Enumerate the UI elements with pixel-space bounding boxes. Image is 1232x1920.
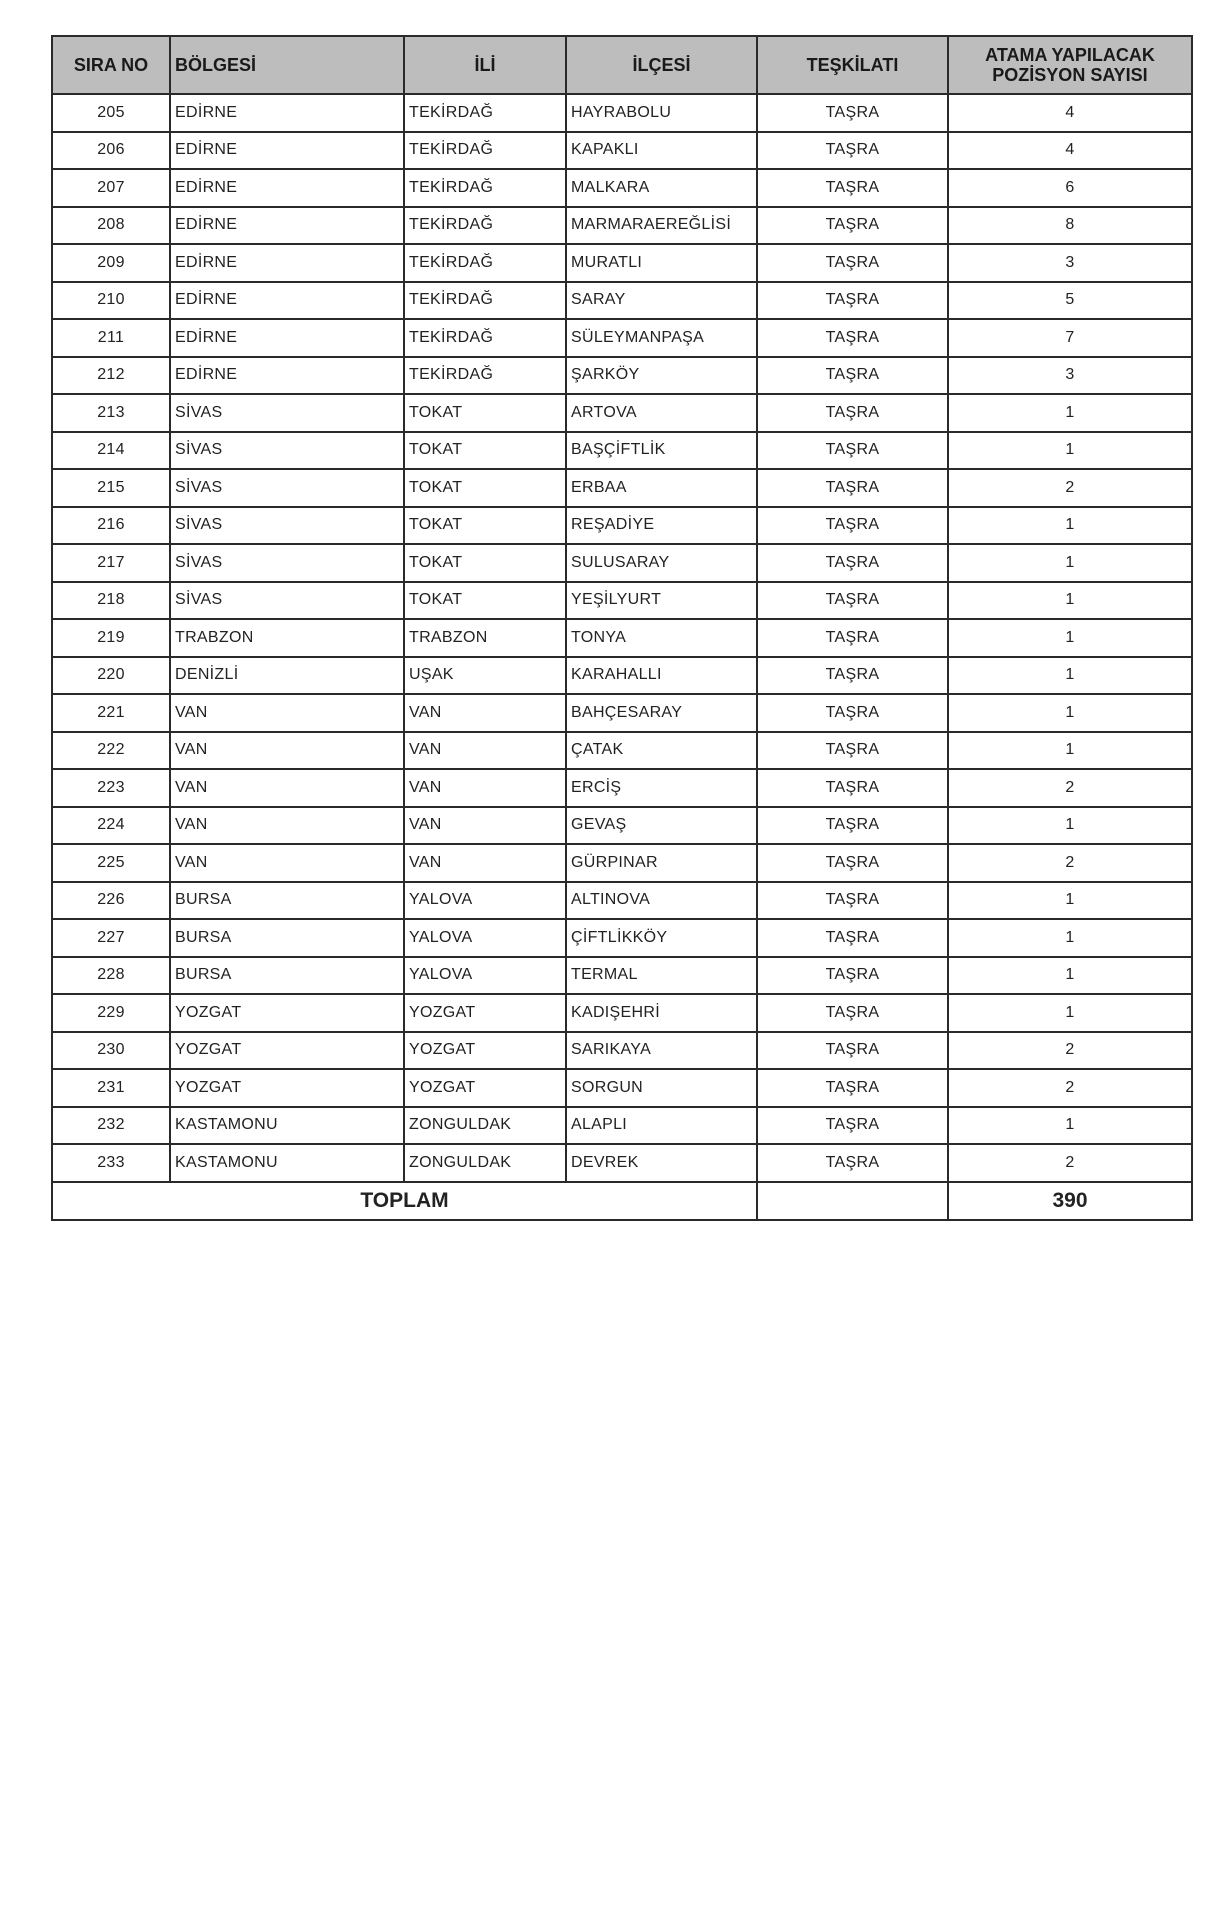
cell-region: YOZGAT	[170, 1069, 404, 1107]
table-row	[52, 507, 1192, 545]
cell-province: TOKAT	[404, 507, 566, 545]
cell-province: TEKİRDAĞ	[404, 282, 566, 320]
cell-district: ÇİFTLİKKÖY	[566, 919, 757, 957]
cell-unit: TAŞRA	[757, 94, 948, 132]
cell-region: KASTAMONU	[170, 1144, 404, 1182]
cell-district: GÜRPINAR	[566, 844, 757, 882]
cell-unit: TAŞRA	[757, 357, 948, 395]
cell-no: 219	[52, 619, 170, 657]
cell-unit: TAŞRA	[757, 919, 948, 957]
cell-province: ZONGULDAK	[404, 1107, 566, 1145]
cell-region: VAN	[170, 694, 404, 732]
cell-district: TONYA	[566, 619, 757, 657]
header-district: İLÇESİ	[566, 36, 757, 94]
cell-region: VAN	[170, 732, 404, 770]
cell-district: MURATLI	[566, 244, 757, 282]
cell-no: 217	[52, 544, 170, 582]
table-row	[52, 94, 1192, 132]
table-row	[52, 432, 1192, 470]
table-row	[52, 732, 1192, 770]
cell-region: VAN	[170, 807, 404, 845]
total-value: 390	[948, 1182, 1192, 1220]
cell-unit: TAŞRA	[757, 1032, 948, 1070]
cell-district: SARIKAYA	[566, 1032, 757, 1070]
cell-province: YALOVA	[404, 882, 566, 920]
cell-count: 1	[948, 919, 1192, 957]
cell-no: 222	[52, 732, 170, 770]
cell-region: VAN	[170, 844, 404, 882]
cell-district: SÜLEYMANPAŞA	[566, 319, 757, 357]
cell-province: TEKİRDAĞ	[404, 357, 566, 395]
cell-region: SİVAS	[170, 432, 404, 470]
cell-no: 205	[52, 94, 170, 132]
cell-region: DENİZLİ	[170, 657, 404, 695]
cell-region: EDİRNE	[170, 244, 404, 282]
cell-province: VAN	[404, 732, 566, 770]
cell-region: EDİRNE	[170, 169, 404, 207]
cell-unit: TAŞRA	[757, 844, 948, 882]
cell-district: YEŞİLYURT	[566, 582, 757, 620]
table-row	[52, 919, 1192, 957]
total-row	[52, 1182, 1192, 1220]
cell-count: 8	[948, 207, 1192, 245]
table-row	[52, 319, 1192, 357]
position-table	[51, 35, 1193, 1221]
cell-province: TOKAT	[404, 469, 566, 507]
total-empty-cell	[757, 1182, 948, 1220]
cell-unit: TAŞRA	[757, 582, 948, 620]
cell-no: 218	[52, 582, 170, 620]
cell-region: EDİRNE	[170, 207, 404, 245]
cell-province: TOKAT	[404, 394, 566, 432]
cell-province: YALOVA	[404, 957, 566, 995]
cell-no: 216	[52, 507, 170, 545]
cell-province: TEKİRDAĞ	[404, 132, 566, 170]
table-row	[52, 957, 1192, 995]
cell-no: 214	[52, 432, 170, 470]
cell-no: 227	[52, 919, 170, 957]
cell-province: TOKAT	[404, 582, 566, 620]
cell-district: SARAY	[566, 282, 757, 320]
cell-district: KARAHALLI	[566, 657, 757, 695]
cell-district: MARMARAEREĞLİSİ	[566, 207, 757, 245]
cell-unit: TAŞRA	[757, 282, 948, 320]
cell-no: 232	[52, 1107, 170, 1145]
cell-region: EDİRNE	[170, 319, 404, 357]
cell-count: 1	[948, 619, 1192, 657]
cell-count: 6	[948, 169, 1192, 207]
cell-unit: TAŞRA	[757, 544, 948, 582]
cell-count: 2	[948, 469, 1192, 507]
cell-province: TEKİRDAĞ	[404, 319, 566, 357]
cell-district: ERCİŞ	[566, 769, 757, 807]
cell-region: BURSA	[170, 919, 404, 957]
cell-province: YOZGAT	[404, 1032, 566, 1070]
document-page	[51, 35, 1191, 1221]
cell-no: 215	[52, 469, 170, 507]
cell-unit: TAŞRA	[757, 244, 948, 282]
cell-unit: TAŞRA	[757, 169, 948, 207]
cell-region: TRABZON	[170, 619, 404, 657]
cell-count: 1	[948, 882, 1192, 920]
cell-district: TERMAL	[566, 957, 757, 995]
cell-province: TOKAT	[404, 432, 566, 470]
cell-unit: TAŞRA	[757, 657, 948, 695]
cell-region: VAN	[170, 769, 404, 807]
header-count-line2: POZİSYON SAYISI	[992, 65, 1148, 85]
cell-no: 226	[52, 882, 170, 920]
cell-count: 4	[948, 94, 1192, 132]
cell-province: YALOVA	[404, 919, 566, 957]
cell-province: VAN	[404, 694, 566, 732]
table-row	[52, 619, 1192, 657]
cell-district: KAPAKLI	[566, 132, 757, 170]
table-row	[52, 994, 1192, 1032]
table-row	[52, 1069, 1192, 1107]
cell-unit: TAŞRA	[757, 1107, 948, 1145]
cell-no: 221	[52, 694, 170, 732]
cell-unit: TAŞRA	[757, 132, 948, 170]
cell-unit: TAŞRA	[757, 394, 948, 432]
table-row	[52, 394, 1192, 432]
cell-district: ALTINOVA	[566, 882, 757, 920]
cell-unit: TAŞRA	[757, 994, 948, 1032]
cell-unit: TAŞRA	[757, 957, 948, 995]
cell-region: EDİRNE	[170, 132, 404, 170]
cell-province: YOZGAT	[404, 1069, 566, 1107]
cell-count: 1	[948, 432, 1192, 470]
cell-province: VAN	[404, 769, 566, 807]
cell-count: 1	[948, 544, 1192, 582]
table-row	[52, 582, 1192, 620]
cell-province: TEKİRDAĞ	[404, 169, 566, 207]
table-header-row	[52, 36, 1192, 94]
table-row	[52, 1032, 1192, 1070]
cell-region: SİVAS	[170, 394, 404, 432]
cell-count: 1	[948, 957, 1192, 995]
cell-count: 7	[948, 319, 1192, 357]
table-row	[52, 469, 1192, 507]
header-no: SIRA NO	[52, 36, 170, 94]
cell-unit: TAŞRA	[757, 207, 948, 245]
cell-unit: TAŞRA	[757, 619, 948, 657]
cell-district: KADIŞEHRİ	[566, 994, 757, 1032]
cell-unit: TAŞRA	[757, 432, 948, 470]
table-row	[52, 207, 1192, 245]
cell-no: 229	[52, 994, 170, 1032]
cell-unit: TAŞRA	[757, 732, 948, 770]
table-row	[52, 769, 1192, 807]
header-unit: TEŞKİLATI	[757, 36, 948, 94]
cell-count: 1	[948, 394, 1192, 432]
cell-district: ŞARKÖY	[566, 357, 757, 395]
cell-district: MALKARA	[566, 169, 757, 207]
total-label: TOPLAM	[52, 1182, 757, 1220]
cell-province: UŞAK	[404, 657, 566, 695]
cell-region: BURSA	[170, 957, 404, 995]
cell-province: TEKİRDAĞ	[404, 94, 566, 132]
cell-district: HAYRABOLU	[566, 94, 757, 132]
cell-district: ERBAA	[566, 469, 757, 507]
cell-unit: TAŞRA	[757, 807, 948, 845]
table-row	[52, 844, 1192, 882]
header-count	[948, 36, 1192, 94]
cell-count: 2	[948, 1144, 1192, 1182]
cell-district: ARTOVA	[566, 394, 757, 432]
table-row	[52, 282, 1192, 320]
cell-region: SİVAS	[170, 544, 404, 582]
cell-unit: TAŞRA	[757, 694, 948, 732]
cell-no: 224	[52, 807, 170, 845]
table-body	[52, 94, 1192, 1182]
cell-count: 2	[948, 1069, 1192, 1107]
cell-region: EDİRNE	[170, 357, 404, 395]
cell-region: YOZGAT	[170, 1032, 404, 1070]
header-province: İLİ	[404, 36, 566, 94]
cell-no: 230	[52, 1032, 170, 1070]
cell-count: 3	[948, 244, 1192, 282]
cell-count: 5	[948, 282, 1192, 320]
cell-province: TEKİRDAĞ	[404, 207, 566, 245]
cell-unit: TAŞRA	[757, 769, 948, 807]
table-row	[52, 807, 1192, 845]
cell-region: YOZGAT	[170, 994, 404, 1032]
table-row	[52, 694, 1192, 732]
cell-region: SİVAS	[170, 582, 404, 620]
cell-count: 1	[948, 807, 1192, 845]
cell-district: ALAPLI	[566, 1107, 757, 1145]
cell-count: 1	[948, 507, 1192, 545]
cell-region: KASTAMONU	[170, 1107, 404, 1145]
cell-no: 223	[52, 769, 170, 807]
table-row	[52, 357, 1192, 395]
cell-district: GEVAŞ	[566, 807, 757, 845]
cell-count: 1	[948, 582, 1192, 620]
cell-no: 225	[52, 844, 170, 882]
cell-district: SULUSARAY	[566, 544, 757, 582]
cell-count: 2	[948, 769, 1192, 807]
cell-unit: TAŞRA	[757, 507, 948, 545]
header-count-line1: ATAMA YAPILACAK	[985, 45, 1155, 65]
cell-unit: TAŞRA	[757, 882, 948, 920]
cell-no: 206	[52, 132, 170, 170]
cell-no: 228	[52, 957, 170, 995]
cell-no: 212	[52, 357, 170, 395]
cell-no: 211	[52, 319, 170, 357]
cell-no: 210	[52, 282, 170, 320]
cell-province: TRABZON	[404, 619, 566, 657]
table-row	[52, 544, 1192, 582]
header-region: BÖLGESİ	[170, 36, 404, 94]
cell-unit: TAŞRA	[757, 469, 948, 507]
table-row	[52, 1107, 1192, 1145]
cell-province: VAN	[404, 844, 566, 882]
cell-region: EDİRNE	[170, 282, 404, 320]
cell-region: SİVAS	[170, 469, 404, 507]
cell-unit: TAŞRA	[757, 1069, 948, 1107]
cell-region: SİVAS	[170, 507, 404, 545]
cell-count: 1	[948, 657, 1192, 695]
cell-count: 2	[948, 1032, 1192, 1070]
cell-district: ÇATAK	[566, 732, 757, 770]
cell-unit: TAŞRA	[757, 319, 948, 357]
cell-region: EDİRNE	[170, 94, 404, 132]
cell-count: 2	[948, 844, 1192, 882]
cell-district: REŞADİYE	[566, 507, 757, 545]
cell-count: 1	[948, 1107, 1192, 1145]
cell-district: SORGUN	[566, 1069, 757, 1107]
cell-province: TOKAT	[404, 544, 566, 582]
cell-province: ZONGULDAK	[404, 1144, 566, 1182]
table-row	[52, 882, 1192, 920]
cell-province: VAN	[404, 807, 566, 845]
cell-province: YOZGAT	[404, 994, 566, 1032]
table-row	[52, 1144, 1192, 1182]
table-row	[52, 169, 1192, 207]
cell-no: 209	[52, 244, 170, 282]
cell-district: DEVREK	[566, 1144, 757, 1182]
cell-unit: TAŞRA	[757, 1144, 948, 1182]
table-row	[52, 244, 1192, 282]
cell-district: BAHÇESARAY	[566, 694, 757, 732]
cell-count: 4	[948, 132, 1192, 170]
cell-count: 1	[948, 694, 1192, 732]
cell-no: 207	[52, 169, 170, 207]
cell-region: BURSA	[170, 882, 404, 920]
cell-count: 1	[948, 994, 1192, 1032]
table-row	[52, 657, 1192, 695]
cell-no: 213	[52, 394, 170, 432]
cell-no: 231	[52, 1069, 170, 1107]
cell-no: 233	[52, 1144, 170, 1182]
cell-count: 1	[948, 732, 1192, 770]
cell-no: 208	[52, 207, 170, 245]
table-row	[52, 132, 1192, 170]
cell-no: 220	[52, 657, 170, 695]
cell-district: BAŞÇİFTLİK	[566, 432, 757, 470]
cell-count: 3	[948, 357, 1192, 395]
cell-province: TEKİRDAĞ	[404, 244, 566, 282]
